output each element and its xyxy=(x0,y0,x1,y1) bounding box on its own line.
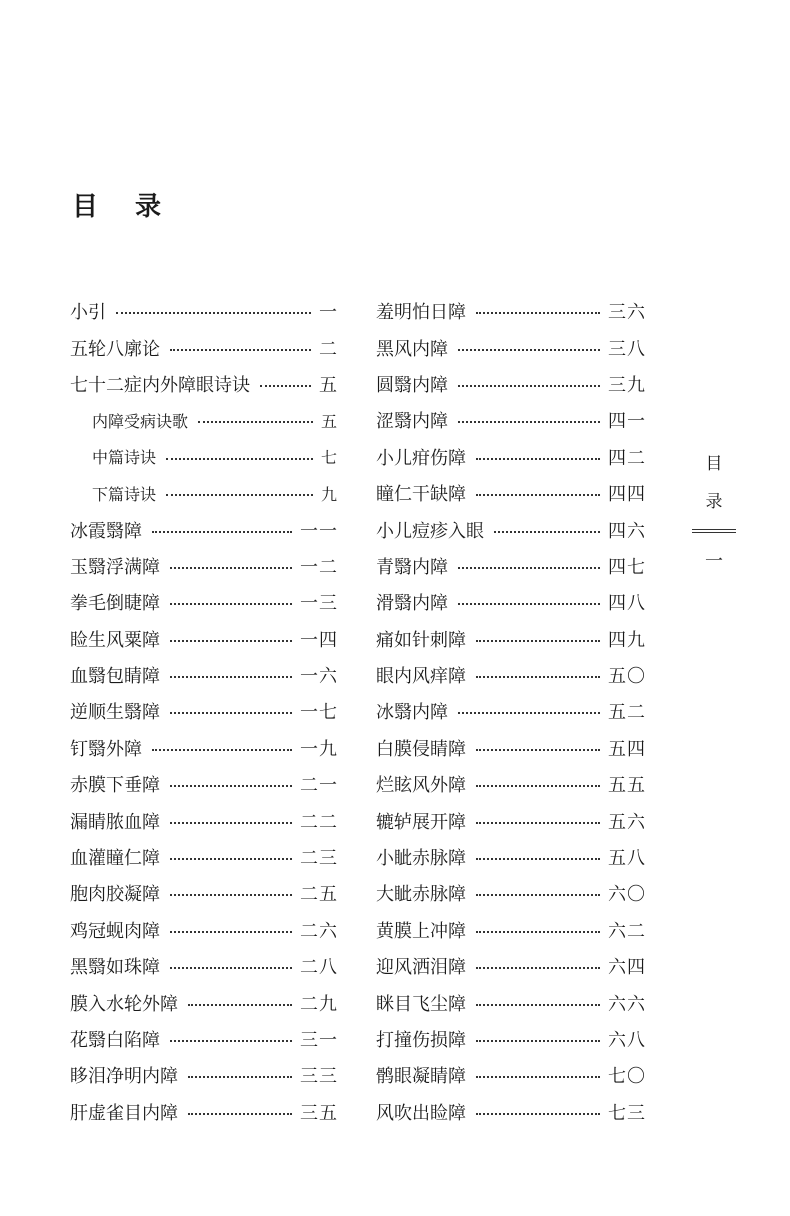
toc-entry-title: 白膜侵睛障 xyxy=(376,738,466,760)
toc-entry-title: 烂眩风外障 xyxy=(376,775,466,797)
toc-entry xyxy=(376,657,646,693)
toc-entry-title: 冰翳内障 xyxy=(376,702,448,724)
toc-dot-leader xyxy=(494,531,600,533)
toc-dot-leader xyxy=(170,894,292,896)
toc-entry-page: 四一 xyxy=(608,411,646,433)
running-head xyxy=(692,445,736,577)
toc-entry xyxy=(376,511,646,547)
toc-dot-leader xyxy=(458,603,600,605)
toc-entry xyxy=(70,548,338,584)
toc-entry-page: 一九 xyxy=(300,738,338,760)
toc-entry-page: 九 xyxy=(320,484,338,504)
toc-entry-page: 六八 xyxy=(608,1030,646,1051)
toc-entry xyxy=(376,1021,646,1057)
toc-entry-page: 二一 xyxy=(300,775,338,797)
toc-entry xyxy=(376,839,646,875)
toc-dot-leader xyxy=(166,458,313,460)
toc-entry-title: 辘轳展开障 xyxy=(376,811,466,833)
toc-dot-leader xyxy=(166,494,313,496)
toc-entry-page: 五 xyxy=(319,374,338,396)
toc-entry-title: 七十二症内外障眼诗诀 xyxy=(70,374,250,396)
toc-entry-page: 一七 xyxy=(300,702,338,724)
toc-entry-title: 涩翳内障 xyxy=(376,411,448,433)
toc-entry xyxy=(376,366,646,402)
toc-entry-page: 二五 xyxy=(300,884,338,906)
toc-entry xyxy=(70,657,338,693)
toc-entry-title: 眯目飞尘障 xyxy=(376,993,466,1015)
running-head-char-mu: 目 xyxy=(705,454,723,474)
toc-entry-page: 二二 xyxy=(300,811,338,833)
toc-entry xyxy=(70,475,338,511)
toc-entry-page: 四六 xyxy=(608,520,646,542)
toc-entry-page: 六二 xyxy=(608,920,646,942)
toc-entry xyxy=(70,511,338,547)
toc-dot-leader xyxy=(260,385,311,387)
toc-entry xyxy=(70,439,338,475)
toc-entry-page: 七 xyxy=(320,448,338,468)
toc-entry-title: 血翳包睛障 xyxy=(70,666,160,688)
toc-entry xyxy=(70,730,338,766)
toc-entry-page: 四二 xyxy=(608,447,646,469)
toc-entry-title: 黑翳如珠障 xyxy=(70,957,160,979)
toc-entry-page: 六〇 xyxy=(608,884,646,906)
toc-entry-title: 血灌瞳仁障 xyxy=(70,848,160,870)
toc-entry-title: 冰霞翳障 xyxy=(70,520,142,542)
toc-entry-title: 睑生风粟障 xyxy=(70,629,160,651)
toc-entry xyxy=(70,875,338,911)
toc-dot-leader xyxy=(170,1040,292,1042)
toc-entry-title: 青翳内障 xyxy=(376,556,448,578)
toc-dot-leader xyxy=(170,603,292,605)
toc-entry-page: 五四 xyxy=(608,738,646,760)
toc-dot-leader xyxy=(476,1040,600,1042)
toc-entry-title: 眵泪净明内障 xyxy=(70,1066,178,1088)
toc-dot-leader xyxy=(458,349,600,351)
toc-entry-page: 七三 xyxy=(608,1102,646,1124)
toc-dot-leader xyxy=(476,1004,600,1006)
page-number: 一 xyxy=(705,551,723,572)
toc-entry-title: 五轮八廓论 xyxy=(70,338,160,360)
toc-dot-leader xyxy=(170,349,311,351)
toc-dot-leader xyxy=(476,749,600,751)
toc-entry-page: 五五 xyxy=(608,775,646,797)
toc-entry-title: 小儿疳伤障 xyxy=(376,447,466,469)
toc-entry-page: 二九 xyxy=(300,993,338,1015)
toc-entry xyxy=(70,802,338,838)
toc-entry-page: 五二 xyxy=(608,702,646,724)
toc-entry-page: 四九 xyxy=(608,629,646,651)
toc-entry-title: 下篇诗诀 xyxy=(92,484,157,504)
toc-entry-page: 五六 xyxy=(608,811,646,833)
toc-entry-title: 痛如针刺障 xyxy=(376,629,466,651)
toc-entry xyxy=(70,621,338,657)
toc-entry-page: 五八 xyxy=(608,848,646,870)
toc-entry-title: 迎风洒泪障 xyxy=(376,957,466,979)
toc-dot-leader xyxy=(188,1113,292,1115)
toc-entry-page: 二八 xyxy=(300,957,338,979)
toc-entry xyxy=(376,1094,646,1130)
toc-entry xyxy=(70,584,338,620)
toc-entry xyxy=(376,548,646,584)
toc-dot-leader xyxy=(476,458,600,460)
toc-entry xyxy=(376,584,646,620)
toc-entry xyxy=(70,402,338,438)
toc-entry xyxy=(376,1057,646,1093)
toc-entry-title: 膜入水轮外障 xyxy=(70,993,178,1015)
toc-entry xyxy=(376,802,646,838)
toc-entry-page: 二 xyxy=(319,338,338,360)
toc-entry-page: 五〇 xyxy=(608,666,646,688)
toc-entry-page: 一一 xyxy=(300,520,338,542)
toc-entry-page: 四七 xyxy=(608,556,646,578)
toc-dot-leader xyxy=(458,712,600,714)
toc-entry xyxy=(70,293,338,329)
toc-entry-title: 拳毛倒睫障 xyxy=(70,593,160,615)
page-title: 目 录 xyxy=(72,192,176,223)
toc-entry-page: 一二 xyxy=(300,556,338,578)
toc-entry xyxy=(376,621,646,657)
toc-dot-leader xyxy=(476,822,600,824)
toc-entry xyxy=(70,766,338,802)
toc-entry-title: 大眦赤脉障 xyxy=(376,884,466,906)
toc-entry xyxy=(70,839,338,875)
toc-entry xyxy=(70,693,338,729)
toc-entry xyxy=(70,1021,338,1057)
toc-entry xyxy=(376,912,646,948)
toc-entry-page: 六六 xyxy=(608,993,646,1015)
toc-dot-leader xyxy=(476,858,600,860)
toc-entry-title: 小眦赤脉障 xyxy=(376,848,466,870)
toc-entry-title: 中篇诗诀 xyxy=(92,448,157,468)
toc-dot-leader xyxy=(476,894,600,896)
toc-entry-page: 五 xyxy=(320,411,338,431)
toc-entry xyxy=(376,730,646,766)
toc-entry-page: 一六 xyxy=(300,666,338,688)
toc-entry-title: 钉翳外障 xyxy=(70,738,142,760)
toc-entry-title: 赤膜下垂障 xyxy=(70,775,160,797)
toc-entry xyxy=(70,1094,338,1130)
toc-dot-leader xyxy=(476,676,600,678)
toc-entry-page: 一三 xyxy=(300,593,338,615)
toc-entry-title: 黑风内障 xyxy=(376,338,448,360)
toc-entry xyxy=(70,912,338,948)
toc-dot-leader xyxy=(188,1076,292,1078)
toc-entry-page: 四四 xyxy=(608,484,646,506)
toc-right-column xyxy=(376,293,646,1130)
toc-dot-leader xyxy=(170,785,292,787)
toc-entry xyxy=(376,693,646,729)
toc-dot-leader xyxy=(170,640,292,642)
toc-entry-title: 黄膜上冲障 xyxy=(376,920,466,942)
toc-entry-title: 胞肉胶凝障 xyxy=(70,884,160,906)
toc-entry-page: 七〇 xyxy=(608,1066,646,1088)
toc-dot-leader xyxy=(170,567,292,569)
toc-entry-page: 三九 xyxy=(608,374,646,396)
toc-left-column xyxy=(70,293,338,1130)
running-head-rule xyxy=(692,529,736,533)
toc-dot-leader xyxy=(476,312,600,314)
toc-dot-leader xyxy=(476,1076,600,1078)
toc-entry-title: 滑翳内障 xyxy=(376,593,448,615)
toc-entry xyxy=(376,984,646,1020)
toc-dot-leader xyxy=(170,712,292,714)
toc-entry xyxy=(376,948,646,984)
toc-dot-leader xyxy=(188,1004,292,1006)
toc-dot-leader xyxy=(198,421,313,423)
toc-entry xyxy=(70,366,338,402)
toc-entry xyxy=(70,329,338,365)
running-head-char-lu: 录 xyxy=(705,492,723,512)
toc-dot-leader xyxy=(458,421,600,423)
toc-dot-leader xyxy=(170,858,292,860)
toc-entry-title: 眼内风痒障 xyxy=(376,666,466,688)
toc-dot-leader xyxy=(476,640,600,642)
toc-entry-page: 一四 xyxy=(300,629,338,651)
toc-entry xyxy=(376,766,646,802)
toc-entry-title: 逆顺生翳障 xyxy=(70,702,160,724)
toc-entry-title: 肝虚雀目内障 xyxy=(70,1102,178,1124)
toc-dot-leader xyxy=(170,822,292,824)
toc-entry-title: 圆翳内障 xyxy=(376,374,448,396)
toc-entry-page: 三八 xyxy=(608,338,646,360)
toc-entry-page: 三六 xyxy=(608,302,646,324)
toc-entry xyxy=(70,1057,338,1093)
toc-entry-page: 六四 xyxy=(608,957,646,979)
toc-entry xyxy=(376,475,646,511)
toc-entry-title: 小引 xyxy=(70,302,106,324)
toc-entry xyxy=(70,984,338,1020)
toc-dot-leader xyxy=(170,967,292,969)
toc-entry xyxy=(376,329,646,365)
toc-entry-page: 四八 xyxy=(608,593,646,615)
toc-entry-title: 内障受病诀歌 xyxy=(92,411,189,431)
toc-entry-page: 二六 xyxy=(300,920,338,942)
toc-dot-leader xyxy=(152,531,292,533)
toc-entry-title: 打撞伤损障 xyxy=(376,1030,466,1051)
toc-dot-leader xyxy=(152,749,292,751)
toc-dot-leader xyxy=(476,1113,600,1115)
toc-dot-leader xyxy=(116,312,311,314)
toc-entry xyxy=(376,875,646,911)
toc-entry xyxy=(376,439,646,475)
toc-dot-leader xyxy=(476,494,600,496)
toc-entry-page: 三三 xyxy=(300,1066,338,1088)
toc-dot-leader xyxy=(458,567,600,569)
toc-entry xyxy=(376,402,646,438)
toc-entry-page: 二三 xyxy=(300,848,338,870)
toc-entry xyxy=(70,948,338,984)
toc-entry xyxy=(376,293,646,329)
toc-dot-leader xyxy=(458,385,600,387)
toc-entry-title: 瞳仁干缺障 xyxy=(376,484,466,506)
toc-entry-title: 鹘眼凝睛障 xyxy=(376,1066,466,1088)
toc-entry-title: 漏睛脓血障 xyxy=(70,811,160,833)
toc-dot-leader xyxy=(476,785,600,787)
toc-dot-leader xyxy=(170,676,292,678)
toc-dot-leader xyxy=(170,931,292,933)
toc-entry-page: 一 xyxy=(319,302,338,324)
toc-entry-title: 鸡冠蚬肉障 xyxy=(70,920,160,942)
toc-entry-page: 三一 xyxy=(300,1030,338,1051)
toc-entry-title: 风吹出睑障 xyxy=(376,1102,466,1124)
toc-entry-title: 玉翳浮满障 xyxy=(70,556,160,578)
toc-entry-page: 三五 xyxy=(300,1102,338,1124)
toc-dot-leader xyxy=(476,967,600,969)
toc-dot-leader xyxy=(476,931,600,933)
toc-entry-title: 花翳白陷障 xyxy=(70,1030,160,1051)
toc-entry-title: 羞明怕日障 xyxy=(376,302,466,324)
toc-entry-title: 小儿痘疹入眼 xyxy=(376,520,484,542)
